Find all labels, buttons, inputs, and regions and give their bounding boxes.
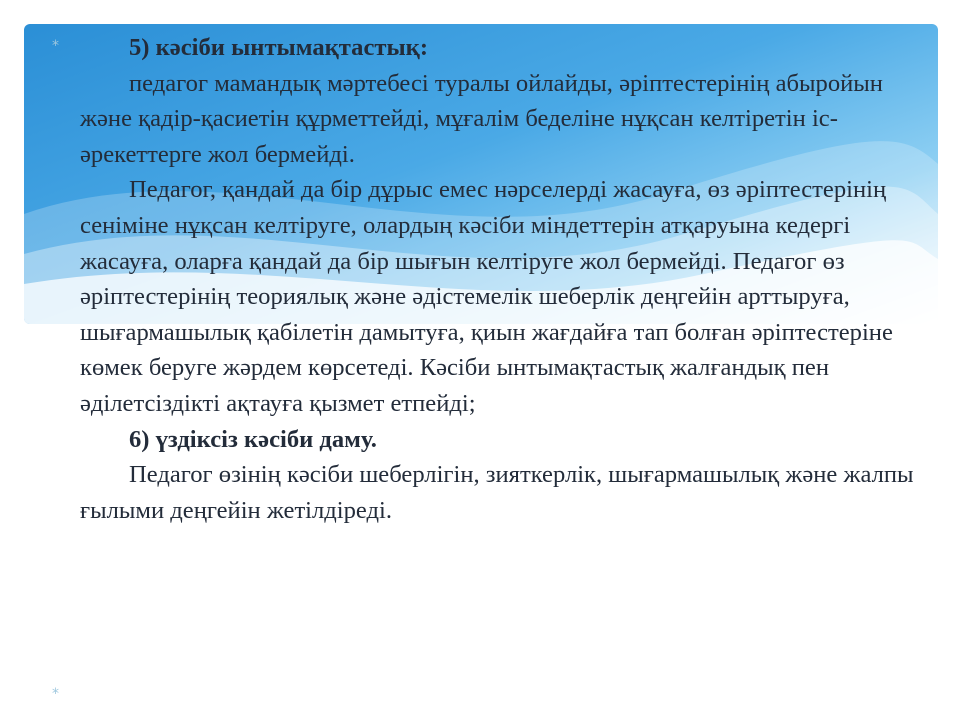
section-heading: 5) кәсіби ынтымақтастық: (129, 34, 429, 61)
bullet-icon: * (52, 38, 59, 54)
bullet-icon: * (52, 686, 59, 702)
section-heading: 6) үздіксіз кәсіби даму. (129, 425, 377, 453)
slide-body-text (80, 30, 930, 528)
paragraph: Педагог, қандай да бір дұрыс емес нәрселерді жасауға, өз әріптестерінің сеніміне нұқсан келтіруге, олардың кәсіби міндеттерін атқаруына кедергі жасауға, оларға қандай да бір шығын келтіруге жол бермейді. Педагог өз әріптестерінің теориялық және әдістемелік шеберлік деңгейін арттыруға, шығармашылық қабілетін дамытуға, қиын жағдайға тап болған әріптестеріне көмек беруге жәрдем көрсетеді. Кәсіби ынтымақтастық жалғандық пен әділетсіздікті ақтауға қызмет етпейді; (80, 176, 893, 417)
paragraph: Педагог өзінің кәсіби шеберлігін, зияткерлік, шығармашылық және жалпы ғылыми деңгейін жетілдіреді. (80, 461, 914, 524)
paragraph: педагог мамандық мәртебесі туралы ойлайды, әріптестерінің абыройын және қадір-қасиетін құрметтейді, мұғалім беделіне нұқсан келтіретін іс-әрекеттерге жол бермейді. (80, 69, 883, 168)
